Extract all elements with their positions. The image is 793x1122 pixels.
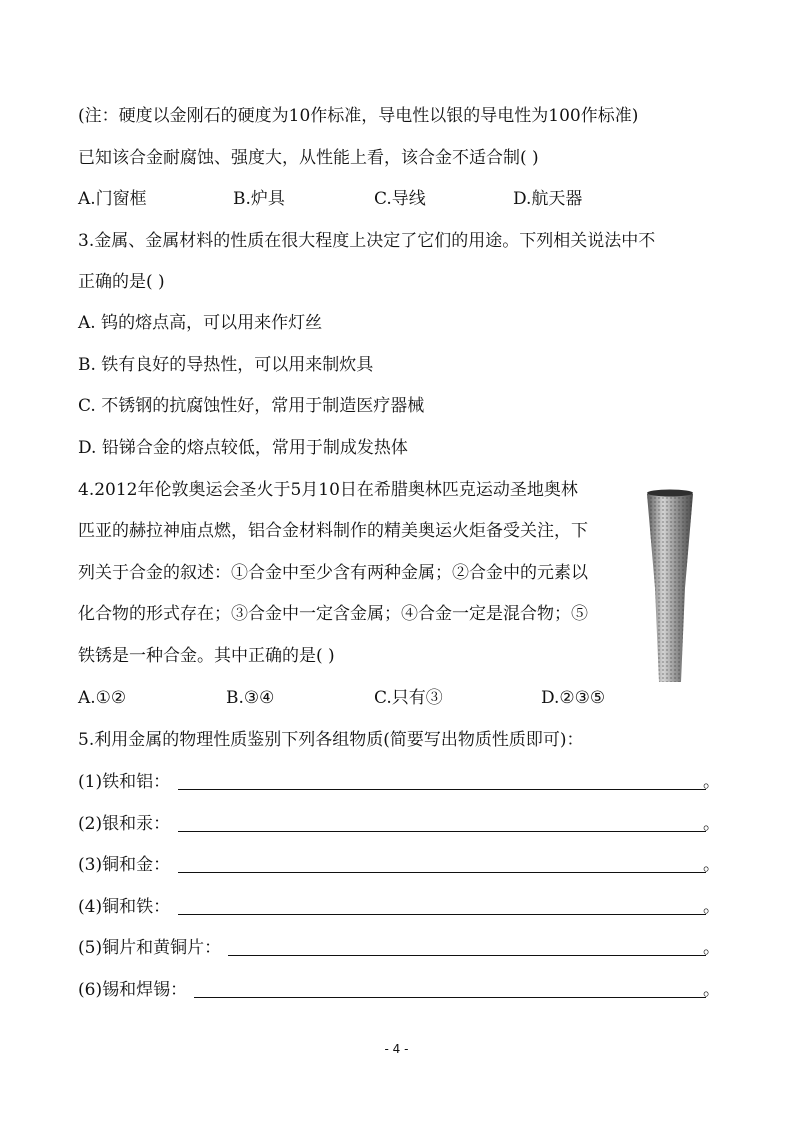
q2-option-b: B.炉具 <box>233 189 285 209</box>
q2-stem: 已知该合金耐腐蚀、强度大，从性能上看，该合金不适合制( ) <box>78 148 539 168</box>
q5-item-end: 。 <box>703 980 720 1000</box>
q3-stem-line-2: 正确的是( ) <box>78 272 165 292</box>
q4-option-a: A.①② <box>78 688 127 708</box>
answer-blank[interactable] <box>178 789 706 790</box>
q4-stem-line-2: 匹亚的赫拉神庙点燃，铝合金材料制作的精美奥运火炬备受关注，下 <box>78 521 588 541</box>
q5-item-label: (1)铁和铝： <box>78 772 171 792</box>
q5-item-end: 。 <box>703 855 720 875</box>
q5-item-label: (4)铜和铁： <box>78 897 171 917</box>
q5-item-label: (5)铜片和黄铜片： <box>78 938 222 958</box>
answer-blank[interactable] <box>178 914 706 915</box>
q4-option-b: B.③④ <box>226 688 275 708</box>
q3-stem-line-1: 3.金属、金属材料的性质在很大程度上决定了它们的用途。下列相关说法中不 <box>78 231 656 251</box>
answer-blank[interactable] <box>178 872 706 873</box>
q4-stem-line-3: 列关于合金的叙述：①合金中至少含有两种金属；②合金中的元素以 <box>78 563 588 583</box>
q5-item-end: 。 <box>703 814 720 834</box>
olympic-torch-image <box>645 488 695 686</box>
q4-option-d: D.②③⑤ <box>541 688 606 708</box>
answer-blank[interactable] <box>194 997 706 998</box>
note-line: (注：硬度以金刚石的硬度为10作标准，导电性以银的导电性为100作标准) <box>78 106 639 126</box>
q2-option-c: C.导线 <box>374 189 426 209</box>
q5-item-label: (2)银和汞： <box>78 814 171 834</box>
q4-stem-line-5: 铁锈是一种合金。其中正确的是( ) <box>78 646 335 666</box>
q3-option-b: B. 铁有良好的导热性，可以用来制炊具 <box>78 355 374 375</box>
q5-item-label: (6)锡和焊锡： <box>78 980 188 1000</box>
answer-blank[interactable] <box>228 955 706 956</box>
q4-option-c: C.只有③ <box>374 688 443 708</box>
q3-option-c: C. 不锈钢的抗腐蚀性好，常用于制造医疗器械 <box>78 396 425 416</box>
q2-option-a: A.门窗框 <box>78 189 147 209</box>
q5-item-end: 。 <box>703 938 720 958</box>
q3-option-a: A. 钨的熔点高，可以用来作灯丝 <box>78 313 323 333</box>
q5-item-label: (3)铜和金： <box>78 855 171 875</box>
answer-blank[interactable] <box>178 831 706 832</box>
q5-item-end: 。 <box>703 772 720 792</box>
page-number: - 4 - <box>384 1042 409 1056</box>
q5-item-end: 。 <box>703 897 720 917</box>
q4-stem-line-1: 4.2012年伦敦奥运会圣火于5月10日在希腊奥林匹克运动圣地奥林 <box>78 480 578 500</box>
q3-option-d: D. 铅锑合金的熔点较低，常用于制成发热体 <box>78 438 408 458</box>
q2-option-d: D.航天器 <box>513 189 583 209</box>
q5-stem: 5.利用金属的物理性质鉴别下列各组物质(简要写出物质性质即可)： <box>78 730 584 750</box>
q4-stem-line-4: 化合物的形式存在；③合金中一定含金属；④合金一定是混合物；⑤ <box>78 604 588 624</box>
